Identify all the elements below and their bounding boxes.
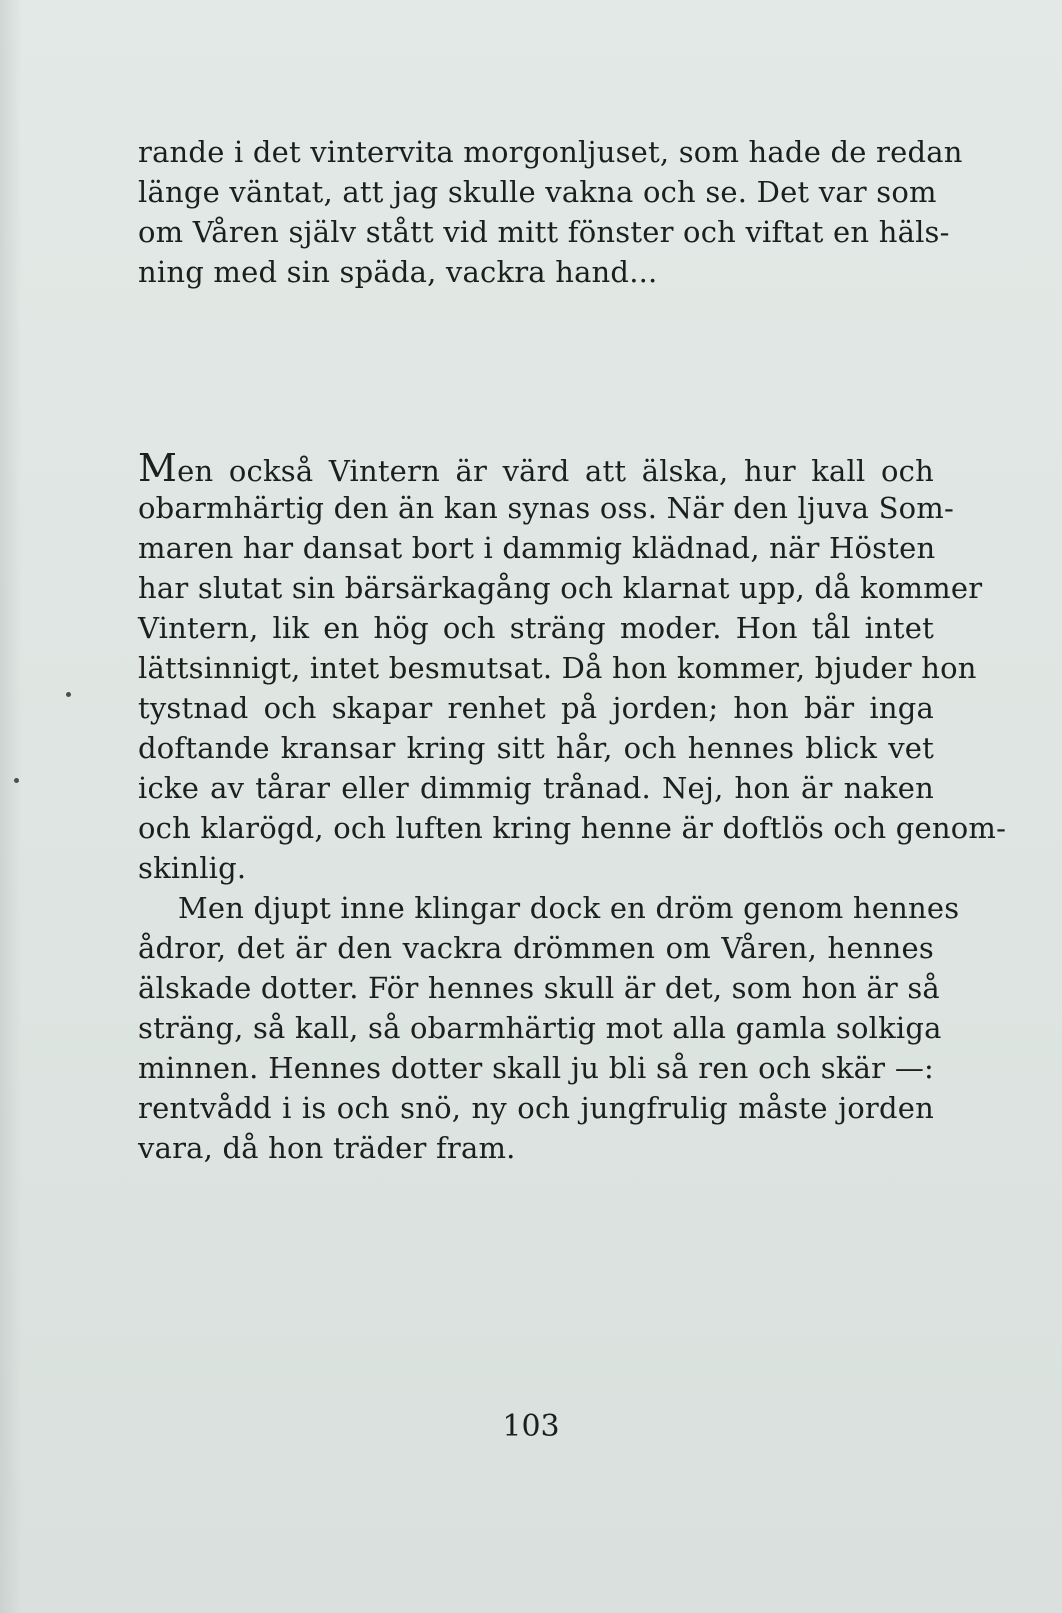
text-line: älskade dotter. För hennes skull är det, som hon är så bbox=[138, 971, 940, 1005]
section-first-line bbox=[138, 448, 934, 488]
text-line: obarmhärtig den än kan synas oss. När den ljuva Som- bbox=[138, 491, 954, 525]
text-line: ådror, det är den vackra drömmen om Våren, hennes bbox=[138, 931, 934, 965]
text-line: lättsinnigt, intet besmutsat. Då hon kommer, bjuder hon bbox=[138, 651, 977, 685]
text-line: sträng, så kall, så obarmhärtig mot alla gamla solkiga bbox=[138, 1011, 942, 1045]
text-line: om Våren själv stått vid mitt fönster och viftat en häls- bbox=[138, 215, 950, 249]
text-line: rentvådd i is och snö, ny och jungfrulig måste jorden bbox=[138, 1091, 934, 1125]
text-line: icke av tårar eller dimmig trånad. Nej, hon är naken bbox=[138, 771, 934, 805]
text-line: vara, då hon träder fram. bbox=[138, 1131, 516, 1165]
text-line: och klarögd, och luften kring henne är doftlös och genom- bbox=[138, 811, 1007, 845]
text-line: doftande kransar kring sitt hår, och hennes blick vet bbox=[138, 731, 934, 765]
final-paragraph bbox=[138, 888, 960, 1168]
text-line: Vintern, lik en hög och sträng moder. Hon tål intet bbox=[138, 611, 934, 645]
text-line: länge väntat, att jag skulle vakna och se. Det var som bbox=[138, 175, 937, 209]
first-line-text: en också Vintern är värd att älska, hur kall och bbox=[177, 454, 934, 488]
text-line: ning med sin späda, vackra hand... bbox=[138, 255, 658, 289]
text-line: maren har dansat bort i dammig klädnad, när Hösten bbox=[138, 531, 936, 565]
text-line: Men djupt inne klingar dock en dröm genom hennes bbox=[178, 891, 960, 925]
text-line: skinlig. bbox=[138, 851, 247, 885]
text-line: har slutat sin bärsärkagång och klarnat upp, då kommer bbox=[138, 571, 983, 605]
section-paragraph bbox=[138, 446, 1007, 888]
drop-initial: M bbox=[138, 446, 178, 490]
speck-mark bbox=[14, 778, 19, 783]
speck-mark bbox=[66, 692, 71, 697]
text-line: rande i det vintervita morgonljuset, som hade de redan bbox=[138, 135, 963, 169]
text-line: tystnad och skapar renhet på jorden; hon bär inga bbox=[138, 691, 934, 725]
text-line: minnen. Hennes dotter skall ju bli så ren och skär —: bbox=[138, 1051, 934, 1085]
page-number: 103 bbox=[502, 1409, 560, 1444]
paragraph-continuation bbox=[138, 132, 963, 292]
